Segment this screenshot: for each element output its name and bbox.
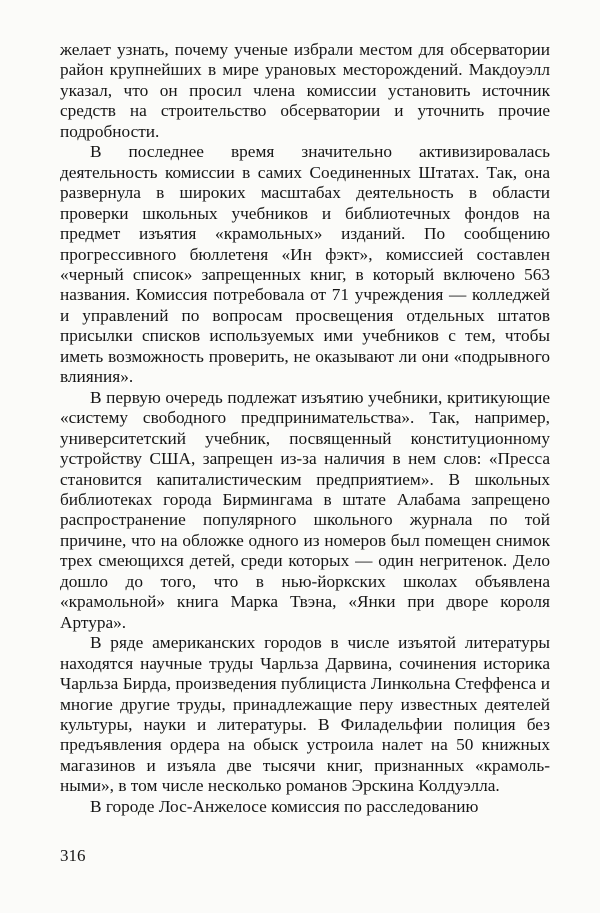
paragraph-4: В ряде американских городов в числе изъятой литературы находятся научные труды Чарльза Дарвина, сочинения историка Чарльза Бирда, произведения публициста Линкольна Стеффенса и многие другие труды, принадлежащие перу известных деятелей культуры, науки и литературы. В Филадельфии полиция без предъявления ордера на обыск устроила налет на 50 книжных магазинов и изъяла две тысячи книг, признанных «крамольными», в том числе несколько романов Эрскина Колдуэлла. bbox=[60, 633, 550, 796]
paragraph-2: В последнее время значительно активизировалась деятельность комиссии в самих Соединенных Штатах. Так, она развернула в широких масштабах деятельность в области проверки школьных учебников и библиотечных фондов на предмет изъятия «крамольных» изданий. По сообщению прогрессивного бюллетеня «Ин фэкт», комиссией составлен «черный список» запрещенных книг, в который включено 563 названия. Комиссия потребовала от 71 учреждения — колледжей и управлений по вопросам просвещения отдельных штатов присылки списков используемых ими учебников с тем, чтобы иметь возможность проверить, не оказывают ли они «подрывного влияния». bbox=[60, 142, 550, 387]
paragraph-3: В первую очередь подлежат изъятию учебники, критикующие «систему свободного предпринимательства». Так, например, университетский учебник, посвященный конституционному устройству США, запрещен из-за наличия в нем слов: «Пресса становится капиталистическим предприятием». В школьных библиотеках города Бирмингама в штате Алабама запрещено распространение популярного школьного журнала по той причине, что на обложке одного из номеров был помещен снимок трех смеющихся детей, среди которых — один негритенок. Дело дошло до того, что в нью-йоркских школах объявлена «крамольной» книга Марка Твэна, «Янки при дворе короля Артура». bbox=[60, 387, 550, 632]
page-number: 316 bbox=[60, 846, 86, 865]
paragraph-5: В городе Лос-Анжелосе комиссия по расследованию bbox=[90, 796, 479, 816]
paragraph-1: желает узнать, почему ученые избрали местом для обсерватории район крупнейших в мире урановых месторождений. Макдоуэлл указал, что он просил члена комиссии установить источник средств на строительство обсерватории и уточнить прочие подробности. bbox=[60, 40, 550, 141]
body-text bbox=[60, 40, 550, 817]
